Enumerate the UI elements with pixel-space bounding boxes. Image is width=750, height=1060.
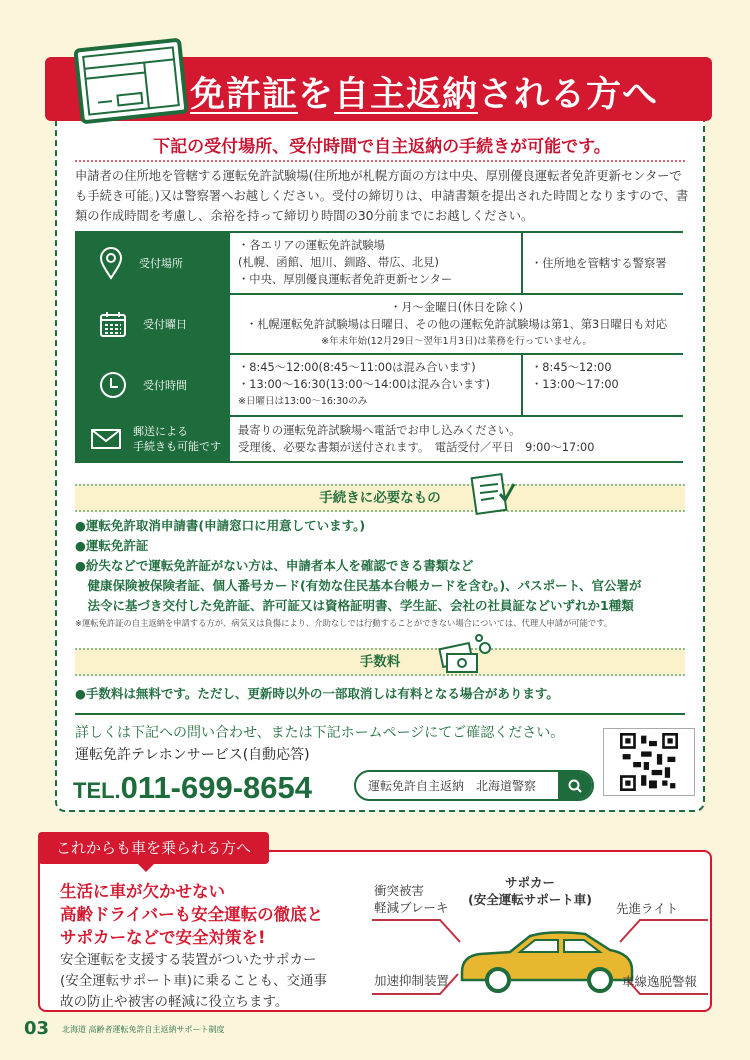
cell xyxy=(523,355,683,415)
row-header xyxy=(75,295,230,353)
title-part: 自主返納 xyxy=(334,75,479,115)
contact-info: 詳しくは下記への問い合わせ、または下記ホームページにてご確認ください。 xyxy=(75,725,565,741)
cell-line: ※年末年始(12月29日～翌年1月3日)は業務を行っていません。 xyxy=(321,335,592,347)
fee-item: ●手数料は無料です。ただし、更新時以外の一部取消しは有料となる場合があります。 xyxy=(75,686,559,701)
intro-text: 申請者の住所地を管轄する運転免許試験場(住所地が札幌方面の方は中央、厚別優良運転者免許更新センターでも手続き可能。)又は警察署へお越しください。受付の締切りは、申請書類を提出された時間となりますので、書類の作成時間を考慮し、余裕を持って締切り時間の30分前までにお越しください。 xyxy=(75,169,689,223)
car-icon xyxy=(462,932,632,991)
calendar-icon xyxy=(99,310,127,338)
continuing-drivers-section xyxy=(38,850,712,1012)
search-query[interactable]: 運転免許自主返納 北海道警察 xyxy=(368,779,537,793)
required-item: ●運転免許証 xyxy=(75,538,149,553)
drivers-tab: これからも車を乗られる方へ xyxy=(38,832,269,864)
label-line: 衝突被害 xyxy=(374,883,425,898)
fee-header xyxy=(75,648,685,676)
divider xyxy=(75,713,685,715)
checklist-icon xyxy=(470,472,516,516)
table-row-place xyxy=(75,233,683,295)
cell xyxy=(230,355,523,415)
table-row-days xyxy=(75,295,683,355)
cell xyxy=(230,233,523,293)
envelope-icon xyxy=(91,429,121,449)
tel-number: 011-699-8654 xyxy=(120,770,313,805)
cell-line: ・中央、厚別優良運転者免許更新センター xyxy=(238,273,453,286)
reception-table xyxy=(75,231,683,463)
cell-line: ・13:00～17:00 xyxy=(531,378,619,391)
cell-line: ・各エリアの運転免許試験場 xyxy=(238,239,385,252)
safety-headline xyxy=(60,880,323,949)
row-header xyxy=(75,233,230,293)
cell-line: (札幌、函館、旭川、釧路、帯広、北見) xyxy=(238,256,439,269)
license-card-icon xyxy=(72,36,190,125)
page-title xyxy=(190,67,658,117)
cell xyxy=(230,295,683,353)
cell-line: ・13:00～16:30(13:00～14:00は混み合います) xyxy=(238,378,491,391)
headline-line: 高齢ドライバーも安全運転の徹底と xyxy=(60,905,324,924)
section-subtitle: 下記の受付場所、受付時間で自主返納の手続きが可能です。 xyxy=(153,137,611,157)
label-accel: 加速抑制装置 xyxy=(374,973,450,988)
money-icon xyxy=(437,634,493,678)
safety-body xyxy=(60,950,327,1013)
headline-line: 生活に車が欠かせない xyxy=(60,882,225,901)
required-header xyxy=(75,484,685,512)
proxy-note: ※運転免許証の自主返納を申請する方が、病気又は負傷により、介助なしでは行動することができない場合については、代理人申請が可能です。 xyxy=(75,618,613,628)
headline-line: サポカーなどで安全対策を! xyxy=(60,928,266,947)
required-item: 法令に基づき交付した免許証、許可証又は資格証明書、学生証、会社の社員証などいずれか1種類 xyxy=(75,598,634,613)
row-label: 手続きも可能です xyxy=(133,440,221,453)
required-item: ●紛失などで運転免許証がない方は、申請者本人を確認できる書類など xyxy=(75,558,474,573)
search-box[interactable] xyxy=(354,770,594,801)
row-header xyxy=(75,417,230,461)
location-pin-icon xyxy=(99,246,123,280)
row-label: 受付場所 xyxy=(139,257,183,270)
row-label: 郵送による xyxy=(133,425,188,438)
cell-line: 受理後、必要な書類が送付されます。 電話受付／平日 9:00～17:00 xyxy=(238,441,595,454)
car-title xyxy=(468,874,592,908)
required-item: 健康保険被保険者証、個人番号カード(有効な住民基本台帳カードを含む。)、パスポート、官公署が xyxy=(75,578,642,593)
title-part: される方へ xyxy=(478,75,659,115)
section-heading: 手数料 xyxy=(359,654,401,670)
body-line: (安全運転サポート車)に乗ることも、交通事 xyxy=(60,973,328,989)
qr-code-icon xyxy=(616,733,682,791)
row-label: 受付時間 xyxy=(143,379,187,392)
car-title-line: (安全運転サポート車) xyxy=(468,892,592,907)
cell-line: ・8:45～12:00 xyxy=(531,361,612,374)
cell-line: ※日曜日は13:00～16:30のみ xyxy=(238,396,368,407)
car-title-line: サポカー xyxy=(504,875,555,890)
title-part: 免許証 xyxy=(190,75,299,115)
label-light: 先進ライト xyxy=(616,901,679,916)
phone-number xyxy=(73,770,312,806)
clock-icon xyxy=(99,371,127,399)
self-return-section xyxy=(55,100,705,812)
page-number: 03 xyxy=(24,1018,50,1039)
row-label: 受付曜日 xyxy=(143,318,187,331)
cell xyxy=(523,233,683,293)
label-line: 軽減ブレーキ xyxy=(374,900,449,915)
cell-line: ・札幌運転免許試験場は日曜日、その他の運転免許試験場は第1、第3日曜日も対応 xyxy=(245,317,668,331)
table-row-mail xyxy=(75,417,683,463)
qr-code[interactable] xyxy=(603,728,695,796)
search-button[interactable] xyxy=(558,772,592,799)
footer-title: 北海道 高齢者運転免許自主返納サポート制度 xyxy=(62,1025,225,1034)
label-brake xyxy=(374,882,449,916)
body-line: 安全運転を支援する装置がついたサポカー xyxy=(60,952,317,968)
cell-line: 最寄りの運転免許試験場へ電話でお申し込みください。 xyxy=(238,424,521,437)
cell xyxy=(230,417,683,461)
cell-line: ・月～金曜日(休日を除く) xyxy=(389,300,524,314)
cell-line: ・住所地を管轄する警察署 xyxy=(531,256,667,270)
telephone-service: 運転免許テレホンサービス(自動応答) xyxy=(75,747,310,763)
body-line: 故の防止や被害の軽減に役立ちます。 xyxy=(60,994,289,1010)
title-part: を xyxy=(298,75,335,115)
required-item: ●運転免許取消申請書(申請窓口に用意しています。) xyxy=(75,518,366,533)
search-icon xyxy=(568,779,582,793)
divider xyxy=(75,160,685,162)
table-row-hours xyxy=(75,355,683,417)
section-heading: 手続きに必要なもの xyxy=(319,490,441,506)
support-car-illustration xyxy=(370,912,710,1012)
tel-prefix: TEL. xyxy=(73,778,121,803)
label-lane: 車線逸脱警報 xyxy=(622,974,698,989)
cell-line: ・8:45～12:00(8:45～11:00は混み合います) xyxy=(238,361,476,374)
row-header xyxy=(75,355,230,415)
